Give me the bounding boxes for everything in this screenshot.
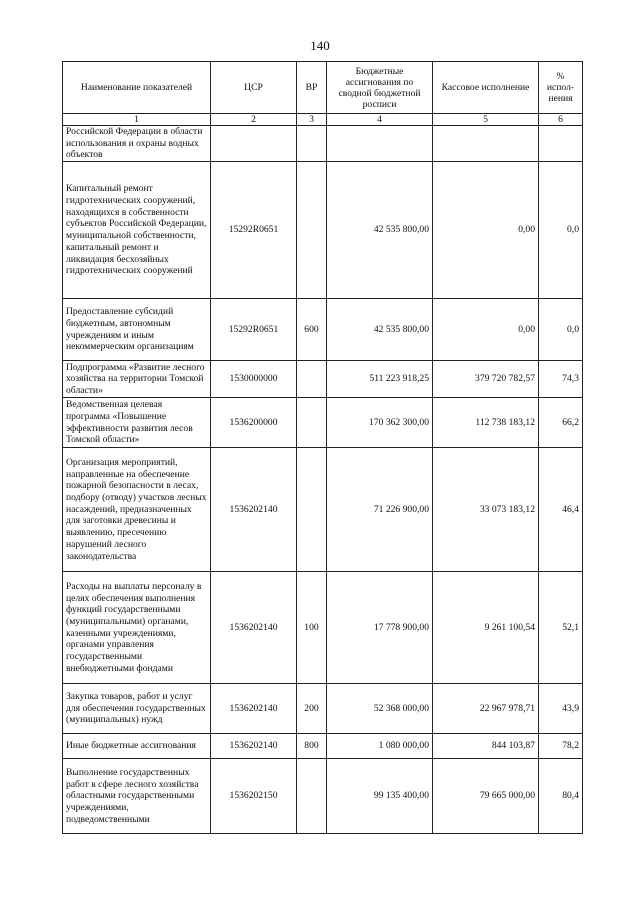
csr-code [211, 126, 297, 162]
vr-code: 800 [297, 734, 327, 759]
executed-amount: 379 720 782,57 [433, 361, 539, 398]
column-number-row [63, 114, 583, 126]
column-number: 5 [433, 114, 539, 126]
executed-amount: 844 103,87 [433, 734, 539, 759]
budget-amount: 42 535 800,00 [327, 299, 433, 361]
column-number: 2 [211, 114, 297, 126]
csr-code: 1536202150 [211, 759, 297, 834]
vr-code [297, 448, 327, 572]
table-row [63, 398, 583, 448]
executed-amount: 22 967 978,71 [433, 684, 539, 734]
budget-amount: 99 135 400,00 [327, 759, 433, 834]
execution-percent: 66,2 [539, 398, 583, 448]
header-execution-percent: % испол-нения [539, 62, 583, 114]
indicator-name: Российской Федерации в области использования и охраны водных объектов [63, 126, 211, 162]
vr-code: 600 [297, 299, 327, 361]
header-row [63, 62, 583, 114]
csr-code: 1536200000 [211, 398, 297, 448]
execution-percent: 0,0 [539, 162, 583, 299]
column-number: 3 [297, 114, 327, 126]
table-row [63, 734, 583, 759]
budget-execution-table [62, 61, 583, 834]
table-row [63, 684, 583, 734]
table-row [63, 126, 583, 162]
header-indicator-name: Наименование показателей [63, 62, 211, 114]
budget-amount: 71 226 900,00 [327, 448, 433, 572]
header-vr: ВР [297, 62, 327, 114]
execution-percent: 0,0 [539, 299, 583, 361]
table-row [63, 759, 583, 834]
execution-percent: 52,1 [539, 572, 583, 684]
header-csr: ЦСР [211, 62, 297, 114]
executed-amount: 0,00 [433, 299, 539, 361]
vr-code: 200 [297, 684, 327, 734]
column-number: 4 [327, 114, 433, 126]
column-number: 6 [539, 114, 583, 126]
indicator-name: Организация мероприятий, направленные на обеспечение пожарной безопасности в лесах, подбору (отводу) участков лесных насаждений, предназначенных для заготовки древесины и выявлению, пресечению нарушений лесного законодательства [63, 448, 211, 572]
indicator-name: Капитальный ремонт гидротехнических сооружений, находящихся в собственности субъектов Российской Федерации, муниципальной собственности, капитальный ремонт и ликвидация бесхозяйных гидротехнических сооружений [63, 162, 211, 299]
execution-percent: 46,4 [539, 448, 583, 572]
indicator-name: Предоставление субсидий бюджетным, автономным учреждениям и иным некоммерческим организациям [63, 299, 211, 361]
indicator-name: Иные бюджетные ассигнования [63, 734, 211, 759]
executed-amount: 9 261 100,54 [433, 572, 539, 684]
header-budget-allocations: Бюджетные ассигнования по сводной бюджетной росписи [327, 62, 433, 114]
table-row [63, 361, 583, 398]
table-row [63, 162, 583, 299]
budget-amount [327, 126, 433, 162]
execution-percent: 78,2 [539, 734, 583, 759]
execution-percent: 74,3 [539, 361, 583, 398]
vr-code [297, 361, 327, 398]
vr-code [297, 162, 327, 299]
header-cash-execution: Кассовое исполнение [433, 62, 539, 114]
indicator-name: Подпрограмма «Развитие лесного хозяйства на территории Томской области» [63, 361, 211, 398]
executed-amount: 33 073 183,12 [433, 448, 539, 572]
vr-code [297, 126, 327, 162]
csr-code: 1536202140 [211, 684, 297, 734]
indicator-name: Закупка товаров, работ и услуг для обеспечения государственных (муниципальных) нужд [63, 684, 211, 734]
vr-code: 100 [297, 572, 327, 684]
budget-amount: 52 368 000,00 [327, 684, 433, 734]
execution-percent: 43,9 [539, 684, 583, 734]
executed-amount: 0,00 [433, 162, 539, 299]
executed-amount: 79 665 000,00 [433, 759, 539, 834]
vr-code [297, 398, 327, 448]
executed-amount [433, 126, 539, 162]
execution-percent: 80,4 [539, 759, 583, 834]
csr-code: 1536202140 [211, 448, 297, 572]
table-row [63, 299, 583, 361]
table-row [63, 448, 583, 572]
indicator-name: Ведомственная целевая программа «Повышение эффективности развития лесов Томской области» [63, 398, 211, 448]
budget-amount: 1 080 000,00 [327, 734, 433, 759]
budget-amount: 511 223 918,25 [327, 361, 433, 398]
column-number: 1 [63, 114, 211, 126]
csr-code: 1536202140 [211, 734, 297, 759]
csr-code: 15292R0651 [211, 299, 297, 361]
budget-amount: 42 535 800,00 [327, 162, 433, 299]
csr-code: 1530000000 [211, 361, 297, 398]
executed-amount: 112 738 183,12 [433, 398, 539, 448]
budget-amount: 170 362 300,00 [327, 398, 433, 448]
execution-percent [539, 126, 583, 162]
page-number: 140 [310, 38, 330, 53]
table-row [63, 572, 583, 684]
csr-code: 1536202140 [211, 572, 297, 684]
vr-code [297, 759, 327, 834]
indicator-name: Выполнение государственных работ в сфере лесного хозяйства областными государственными учреждениями, подведомственными [63, 759, 211, 834]
indicator-name: Расходы на выплаты персоналу в целях обеспечения выполнения функций государственными (муниципальными) органами, казенными учреждениями, органами управления государственными внебюджетными фондами [63, 572, 211, 684]
budget-amount: 17 778 900,00 [327, 572, 433, 684]
csr-code: 15292R0651 [211, 162, 297, 299]
